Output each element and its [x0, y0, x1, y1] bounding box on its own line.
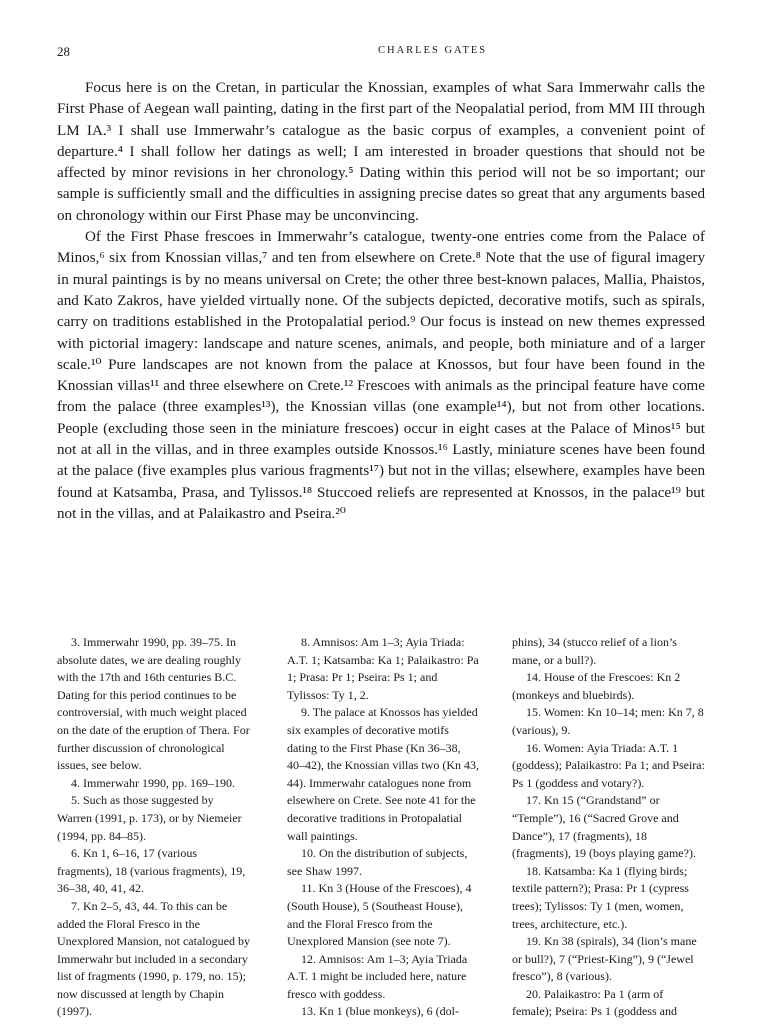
footnote-15: 15. Women: Kn 10–14; men: Kn 7, 8 (various), 9. [512, 705, 704, 737]
footnote-12: 12. Amnisos: Am 1–3; Ayia Triada A.T. 1 might be included here, nature fresco with goddess. [287, 951, 468, 1001]
running-head: CHARLES GATES [378, 45, 488, 56]
footnote-5: 5. Such as those suggested by Warren (1991, p. 173), or by Niemeier (1994, pp. 84–85). [57, 793, 242, 843]
footnote-16: 16. Women: Ayia Triada: A.T. 1 (goddess); Palaikastro: Pa 1; and Pseira: Ps 1 (goddess and votary?). [512, 740, 705, 790]
footnote-8: 8. Amnisos: Am 1–3; Ayia Triada: A.T. 1; Katsamba: Ka 1; Palaikastro: Pa 1; Prasa: Pr 1; Pseira: Ps 1; and Tylissos: Ty 1, 2. [287, 635, 479, 702]
footnote-6: 6. Kn 1, 6–16, 17 (various fragments), 18 (various fragments), 19, 36–38, 40, 41, 42. [57, 846, 246, 896]
footnote-10: 10. On the distribution of subjects, see Shaw 1997. [287, 846, 468, 878]
footnotes-column-1 [57, 634, 250, 1021]
footnote-18: 18. Katsamba: Ka 1 (flying birds; textile pattern?); Prasa: Pr 1 (cypress trees); Tylissos: Ty 1 (men, women, trees, architecture, etc.). [512, 863, 689, 931]
footnotes-column-2 [287, 634, 480, 1021]
footnote-20: 20. Palaikastro: Pa 1 (arm of female); Pseira: Ps 1 (goddess and [512, 986, 677, 1019]
footnote-3: 3. Immerwahr 1990, pp. 39–75. In absolute dates, we are dealing roughly with the 17th and 16th centuries B.C. Dating for this period continues to be controversial, with much weight placed on the date of the eruption of Thera. For further discussion of chronological issues, see below. [57, 635, 250, 773]
body-paragraph-2: Of the First Phase frescoes in Immerwahr’s catalogue, twenty-one entries come from the Palace of Minos,⁶ six from Knossian villas,⁷ and ten from elsewhere on Crete.⁸ Note that the use of figural imagery in mural paintings is by no means universal on Crete; the other three best-known palaces, Mallia, Phaistos, and Kato Zakros, have yielded virtually none. Of the subjects depicted, decorative motifs, such as spirals, carry on traditions established in the Protopalatial period.⁹ Our focus is instead on new themes expressed with pictorial imagery: landscape and nature scenes, animals, and people, both miniature and of a larger scale.¹⁰ Pure landscapes are not known from the palace at Knossos, but four have been found in the Knossian villas¹¹ and three elsewhere on Crete.¹² Frescoes with animals as the principal feature have come from the palace (three examples¹³), the Knossian villas (one example¹⁴), but not from other locations. People (excluding those seen in the miniature frescoes) occur in eight cases at the Palace of Minos¹⁵ but not at all in the villas, and in three examples outside Knossos.¹⁶ Lastly, miniature scenes have been found at the palace (five examples plus various fragments¹⁷) but not in the villas; elsewhere, examples have been found at Katsamba, Prasa, and Tylissos.¹⁸ Stuccoed reliefs are represented at Knossos, in the palace¹⁹ but not in the villas, and at Palaikastro and Pseira.²⁰ [57, 229, 705, 522]
footnote-11: 11. Kn 3 (House of the Frescoes), 4 (South House), 5 (Southeast House), and the Floral Fresco from the Unexplored Mansion (see note 7). [287, 881, 472, 949]
footnote-14: 14. House of the Frescoes: Kn 2 (monkeys and bluebirds). [512, 670, 681, 702]
footnote-19: 19. Kn 38 (spirals), 34 (lion’s mane or bull?), 7 (“Priest-King”), 9 (“Jewel fresco”), 8 (various). [512, 934, 697, 984]
body-text [57, 78, 705, 525]
footnote-7: 7. Kn 2–5, 43, 44. To this can be added the Floral Fresco in the Unexplored Mansion, not catalogued by Immerwahr but included in a secondary list of fragments (1990, p. 179, no. 15); now discussed at length by Chapin (1997). [57, 898, 250, 1019]
footnote-13-continuation: phins), 34 (stucco relief of a lion’s mane, or a bull?). [512, 635, 677, 667]
footnote-9: 9. The palace at Knossos has yielded six examples of decorative motifs dating to the First Phase (Kn 36–38, 40–42), the Knossian villas two (Kn 43, 44). Immerwahr catalogues none from elsewhere on Crete. See note 41 for the decorative traditions in Protopalatial wall paintings. [287, 705, 479, 843]
footnote-17: 17. Kn 15 (“Grandstand” or “Temple”), 16 (“Sacred Grove and Dance”), 17 (fragments), 18 (fragments), 19 (boys playing game?). [512, 793, 696, 861]
footnote-4: 4. Immerwahr 1990, pp. 169–190. [71, 775, 235, 790]
body-paragraph-1: Focus here is on the Cretan, in particular the Knossian, examples of what Sara Immerwahr calls the First Phase of Aegean wall painting, dating in the first part of the Neopalatial period, from MM III through LM IA.³ I shall use Immerwahr’s catalogue as the basic corpus of examples, a convenient point of departure.⁴ I shall follow her datings as well; I am interested in broader questions that should not be affected by minor revisions in her chronology.⁵ Dating within this period will not be so important; our sample is sufficiently small and the difficulties in assigning precise dates so great that any arguments based on chronology within our First Phase may be unconvincing. [57, 80, 705, 224]
footnote-13: 13. Kn 1 (blue monkeys), 6 (dol- [301, 1004, 459, 1019]
footnotes-column-3 [512, 634, 705, 1021]
page-number: 28 [57, 44, 70, 59]
